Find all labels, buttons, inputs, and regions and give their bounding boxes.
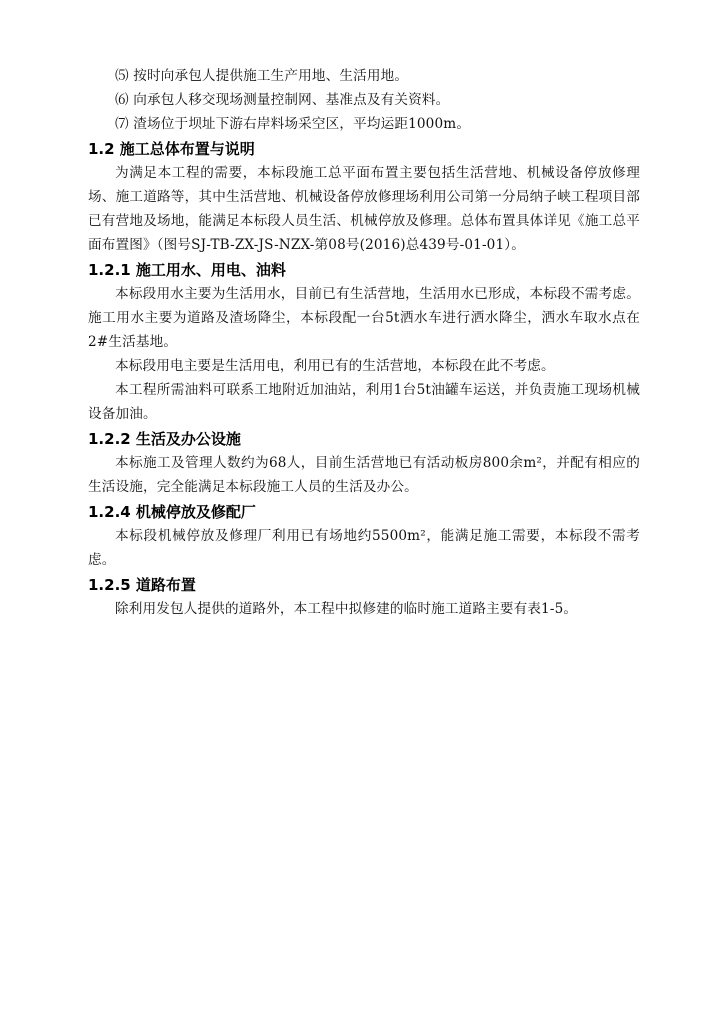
body-paragraph: 本标施工及管理人数约为68人，目前生活营地已有活动板房800余m²，并配有相应的生活设施，完全能满足本标段施工人员的生活及办公。 [88,455,640,495]
body-paragraph: 本工程所需油料可联系工地附近加油站，利用1台5t油罐车运送，并负责施工现场机械设备加油。 [88,382,640,422]
body-paragraph: 本标段用水主要为生活用水，目前已有生活营地，生活用水已形成，本标段不需考虑。施工用水主要为道路及渣场降尘，本标段配一台5t洒水车进行洒水降尘，洒水车取水点在2#生活基地。 [88,286,640,350]
list-item: ⑺ 渣场位于坝址下游右岸料场采空区，平均运距1000m。 [115,116,471,132]
document-page [88,64,640,621]
body-paragraph: 为满足本工程的需要，本标段施工总平面布置主要包括生活营地、机械设备停放修理场、施工道路等，其中生活营地、机械设备停放修理场利用公司第一分局纳子峡工程项目部已有营地及场地，能满足本标段人员生活、机械停放及修理。总体布置具体详见《施工总平面布置图》（图号SJ-TB-ZX-JS-NZX-第08号(2016)总439号-01-01）。 [88,165,640,253]
section-heading: 1.2.1 施工用水、用电、油料 [88,261,286,279]
section-heading: 1.2 施工总体布置与说明 [88,140,255,158]
section-heading: 1.2.4 机械停放及修配厂 [88,503,256,521]
list-item: ⑹ 向承包人移交现场测量控制网、基准点及有关资料。 [115,92,450,108]
section-heading: 1.2.2 生活及办公设施 [88,430,241,448]
body-paragraph: 本标段用电主要是生活用电，利用已有的生活营地，本标段在此不考虑。 [115,358,555,374]
body-paragraph: 除利用发包人提供的道路外，本工程中拟修建的临时施工道路主要有表1-5。 [115,601,578,617]
body-paragraph: 本标段机械停放及修理厂利用已有场地约5500m²，能满足施工需要，本标段不需考虑。 [88,528,640,568]
section-heading: 1.2.5 道路布置 [88,576,196,594]
list-item: ⑸ 按时向承包人提供施工生产用地、生活用地。 [115,68,409,84]
